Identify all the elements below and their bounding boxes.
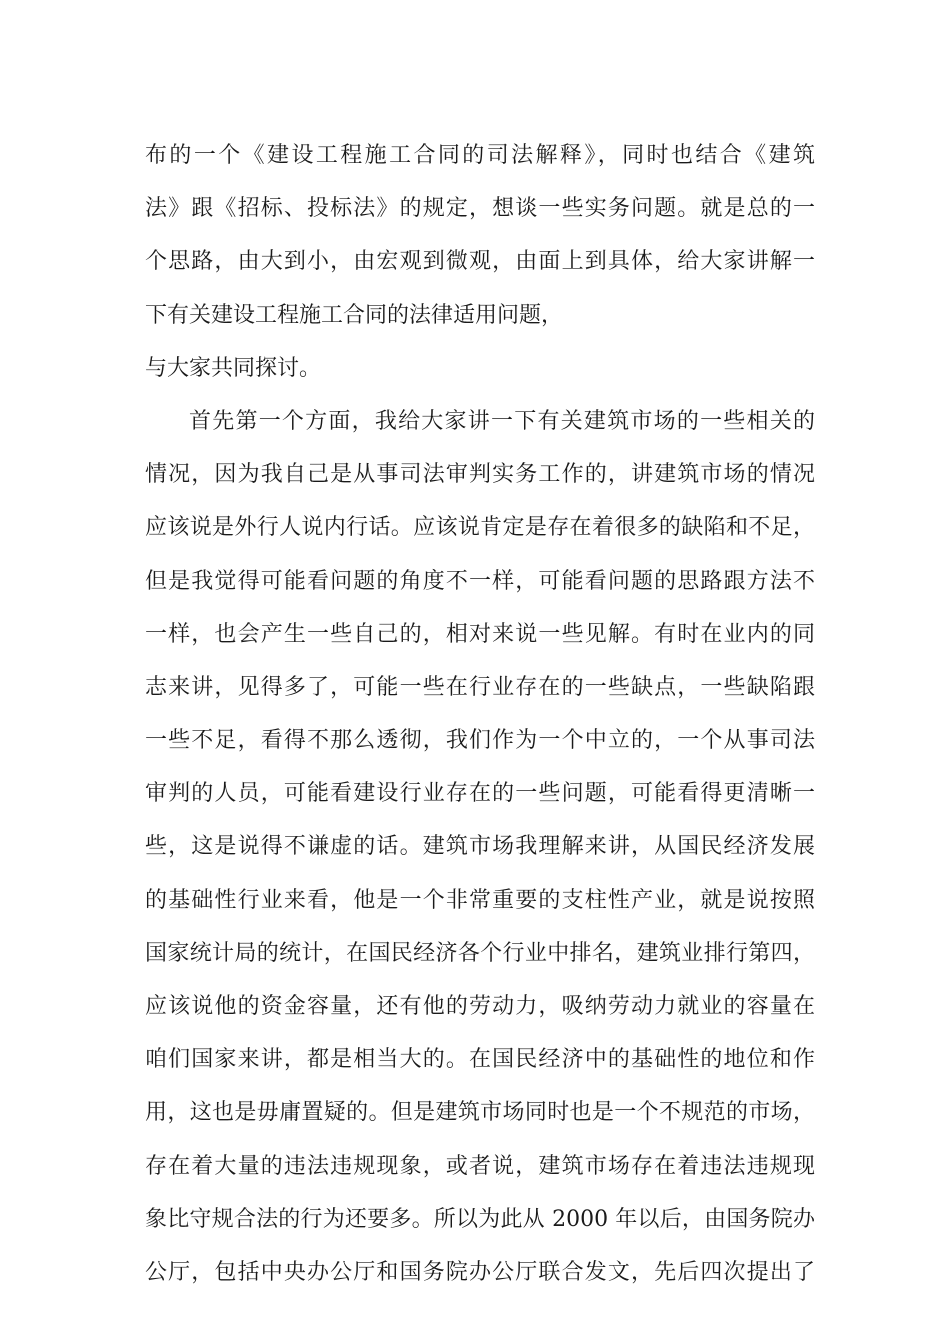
text-line: 咱们国家来讲，都是相当大的。在国民经济中的基础性的地位和作 (145, 1047, 815, 1073)
text-line: 象比守规合法的行为还要多。所以为此从 2000 年以后，由国务院办 (145, 1206, 815, 1232)
text-line: 但是我觉得可能看问题的角度不一样，可能看问题的思路跟方法不 (145, 568, 815, 594)
text-line: 布的一个《建设工程施工合同的司法解释》，同时也结合《建筑 (145, 143, 815, 168)
text-line: 与大家共同探讨。 (145, 355, 322, 381)
text-line: 公厅，包括中央办公厅和国务院办公厅联合发文，先后四次提出了 (145, 1259, 815, 1285)
text-line: 用，这也是毋庸置疑的。但是建筑市场同时也是一个不规范的市场， (145, 1100, 815, 1126)
text-line: 个思路，由大到小，由宏观到微观，由面上到具体，给大家讲解一 (145, 249, 815, 275)
text-line: 应该说他的资金容量，还有他的劳动力，吸纳劳动力就业的容量在 (145, 994, 815, 1019)
text-line: 一些不足，看得不那么透彻，我们作为一个中立的，一个从事司法 (145, 728, 815, 754)
text-line: 首先第一个方面，我给大家讲一下有关建筑市场的一些相关的 (189, 408, 815, 434)
body-text (145, 129, 815, 1299)
text-line: 的基础性行业来看，他是一个非常重要的支柱性产业，就是说按照 (145, 887, 815, 913)
text-line: 下有关建设工程施工合同的法律适用问题， (145, 302, 564, 328)
text-line: 志来讲，见得多了，可能一些在行业存在的一些缺点，一些缺陷跟 (145, 674, 815, 700)
text-line: 国家统计局的统计，在国民经济各个行业中排名，建筑业排行第四， (145, 940, 815, 966)
text-line: 一样，也会产生一些自己的，相对来说一些见解。有时在业内的同 (145, 621, 815, 647)
text-line: 存在着大量的违法违规现象，或者说，建筑市场存在着违法违规现 (145, 1153, 815, 1179)
text-line: 些，这是说得不谦虚的话。建筑市场我理解来讲，从国民经济发展 (145, 834, 815, 860)
text-line: 应该说是外行人说内行话。应该说肯定是存在着很多的缺陷和不足， (145, 515, 815, 541)
text-line: 情况，因为我自己是从事司法审判实务工作的，讲建筑市场的情况 (145, 462, 815, 488)
text-line: 法》跟《招标、投标法》的规定，想谈一些实务问题。就是总的一 (145, 196, 815, 222)
text-line: 审判的人员，可能看建设行业存在的一些问题，可能看得更清晰一 (145, 781, 815, 807)
